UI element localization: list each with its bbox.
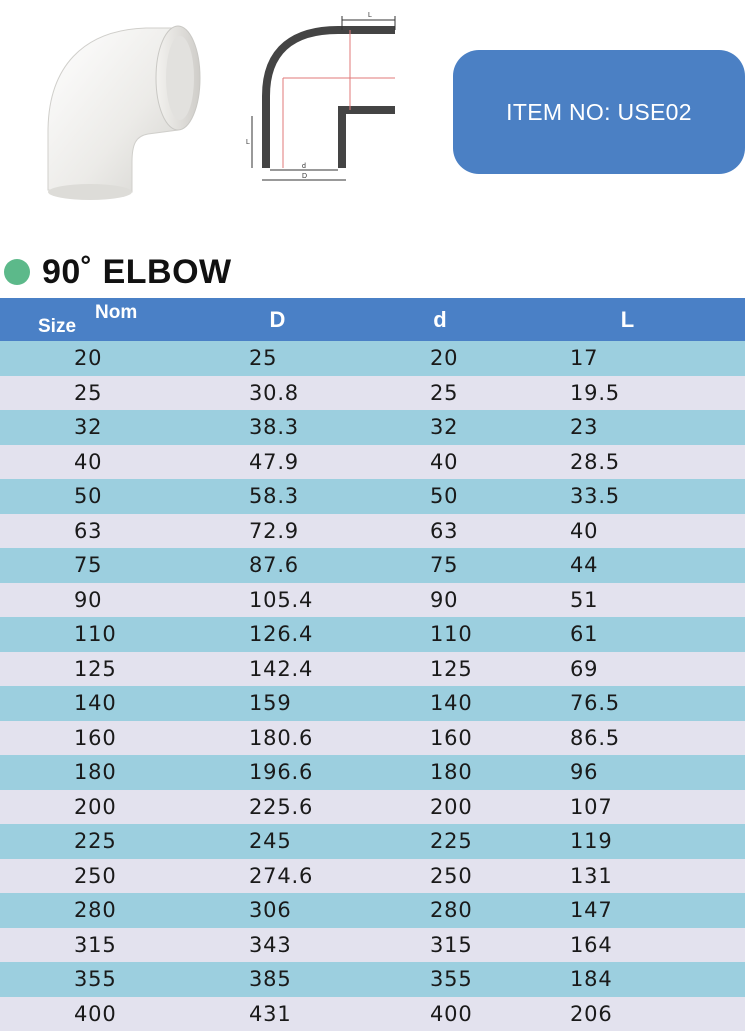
cell-size: 20 xyxy=(74,346,103,371)
dim-label-outer: D xyxy=(302,173,308,180)
cell-size: 63 xyxy=(74,518,103,543)
cell-d: 63 xyxy=(430,518,459,543)
cell-D: 343 xyxy=(249,932,292,957)
cell-d: 225 xyxy=(430,829,473,854)
cell-L: 206 xyxy=(570,1001,613,1026)
elbow-photo xyxy=(28,12,218,202)
spec-table xyxy=(0,298,745,1031)
cell-d: 25 xyxy=(430,380,459,405)
cell-d: 20 xyxy=(430,346,459,371)
cell-L: 107 xyxy=(570,794,613,819)
table-row xyxy=(0,928,745,963)
cell-D: 159 xyxy=(249,691,292,716)
cell-d: 50 xyxy=(430,484,459,509)
cell-size: 125 xyxy=(74,656,117,681)
cell-D: 431 xyxy=(249,1001,292,1026)
item-number-label: ITEM NO: USE02 xyxy=(506,98,692,125)
cell-D: 38.3 xyxy=(249,415,299,440)
table-row xyxy=(0,514,745,549)
table-row xyxy=(0,790,745,825)
cell-D: 25 xyxy=(249,346,278,371)
cell-D: 126.4 xyxy=(249,622,314,647)
cell-L: 184 xyxy=(570,967,613,992)
cell-L: 76.5 xyxy=(570,691,620,716)
bullet-dot-icon xyxy=(4,259,30,285)
table-row xyxy=(0,997,745,1031)
cell-L: 17 xyxy=(570,346,599,371)
cell-D: 87.6 xyxy=(249,553,299,578)
cell-L: 40 xyxy=(570,518,599,543)
cell-D: 72.9 xyxy=(249,518,299,543)
cell-L: 86.5 xyxy=(570,725,620,750)
dim-label-top: L xyxy=(368,12,372,19)
cell-d: 75 xyxy=(430,553,459,578)
table-row xyxy=(0,859,745,894)
section-heading xyxy=(0,250,400,294)
header-size-label: Size xyxy=(38,316,77,337)
header-nom-label: Nom xyxy=(95,302,138,323)
cell-size: 315 xyxy=(74,932,117,957)
cell-size: 355 xyxy=(74,967,117,992)
cell-size: 180 xyxy=(74,760,117,785)
cell-D: 385 xyxy=(249,967,292,992)
cell-L: 164 xyxy=(570,932,613,957)
cell-d: 140 xyxy=(430,691,473,716)
cell-size: 250 xyxy=(74,863,117,888)
cell-L: 147 xyxy=(570,898,613,923)
table-row xyxy=(0,445,745,480)
table-header-row xyxy=(0,298,745,341)
table-row xyxy=(0,617,745,652)
cell-size: 200 xyxy=(74,794,117,819)
table-row xyxy=(0,341,745,376)
cell-D: 225.6 xyxy=(249,794,314,819)
dim-label-inner: d xyxy=(302,163,306,170)
cell-L: 131 xyxy=(570,863,613,888)
cell-D: 47.9 xyxy=(249,449,299,474)
table-row xyxy=(0,686,745,721)
cell-size: 75 xyxy=(74,553,103,578)
cell-L: 119 xyxy=(570,829,613,854)
cell-D: 30.8 xyxy=(249,380,299,405)
table-body xyxy=(0,341,745,1031)
elbow-cross-section-diagram xyxy=(238,8,400,190)
cell-d: 200 xyxy=(430,794,473,819)
header-L: L xyxy=(620,306,635,332)
cell-d: 125 xyxy=(430,656,473,681)
cell-D: 245 xyxy=(249,829,292,854)
cell-D: 180.6 xyxy=(249,725,314,750)
cell-d: 355 xyxy=(430,967,473,992)
cell-d: 40 xyxy=(430,449,459,474)
cell-L: 23 xyxy=(570,415,599,440)
page-title: 90˚ ELBOW xyxy=(42,252,232,291)
cell-size: 110 xyxy=(74,622,117,647)
table-row xyxy=(0,652,745,687)
cell-size: 25 xyxy=(74,380,103,405)
cell-d: 32 xyxy=(430,415,459,440)
table-row xyxy=(0,893,745,928)
table-row xyxy=(0,410,745,445)
cell-size: 280 xyxy=(74,898,117,923)
cell-L: 61 xyxy=(570,622,599,647)
cell-D: 274.6 xyxy=(249,863,314,888)
cell-d: 110 xyxy=(430,622,473,647)
table-row xyxy=(0,721,745,756)
table-row xyxy=(0,376,745,411)
cell-d: 160 xyxy=(430,725,473,750)
table-row xyxy=(0,479,745,514)
header-nom-size xyxy=(0,298,185,341)
cell-L: 19.5 xyxy=(570,380,620,405)
cell-d: 400 xyxy=(430,1001,473,1026)
cell-size: 140 xyxy=(74,691,117,716)
cell-D: 196.6 xyxy=(249,760,314,785)
header-D: D xyxy=(269,306,286,332)
cell-size: 160 xyxy=(74,725,117,750)
cell-d: 250 xyxy=(430,863,473,888)
cell-size: 40 xyxy=(74,449,103,474)
cell-L: 96 xyxy=(570,760,599,785)
table-row xyxy=(0,755,745,790)
table-row xyxy=(0,548,745,583)
cell-L: 33.5 xyxy=(570,484,620,509)
cell-L: 69 xyxy=(570,656,599,681)
cell-size: 90 xyxy=(74,587,103,612)
cell-L: 44 xyxy=(570,553,599,578)
cell-L: 28.5 xyxy=(570,449,620,474)
cell-d: 90 xyxy=(430,587,459,612)
dim-label-side: L xyxy=(246,139,250,146)
cell-size: 225 xyxy=(74,829,117,854)
product-header xyxy=(0,0,750,240)
cell-D: 58.3 xyxy=(249,484,299,509)
cell-d: 280 xyxy=(430,898,473,923)
item-number-badge xyxy=(453,50,745,174)
cell-size: 32 xyxy=(74,415,103,440)
cell-d: 315 xyxy=(430,932,473,957)
cell-D: 142.4 xyxy=(249,656,314,681)
header-d: d xyxy=(433,306,447,332)
table-row xyxy=(0,962,745,997)
cell-size: 400 xyxy=(74,1001,117,1026)
table-row xyxy=(0,583,745,618)
cell-size: 50 xyxy=(74,484,103,509)
cell-D: 306 xyxy=(249,898,292,923)
cell-d: 180 xyxy=(430,760,473,785)
table-row xyxy=(0,824,745,859)
cell-L: 51 xyxy=(570,587,599,612)
cell-D: 105.4 xyxy=(249,587,314,612)
